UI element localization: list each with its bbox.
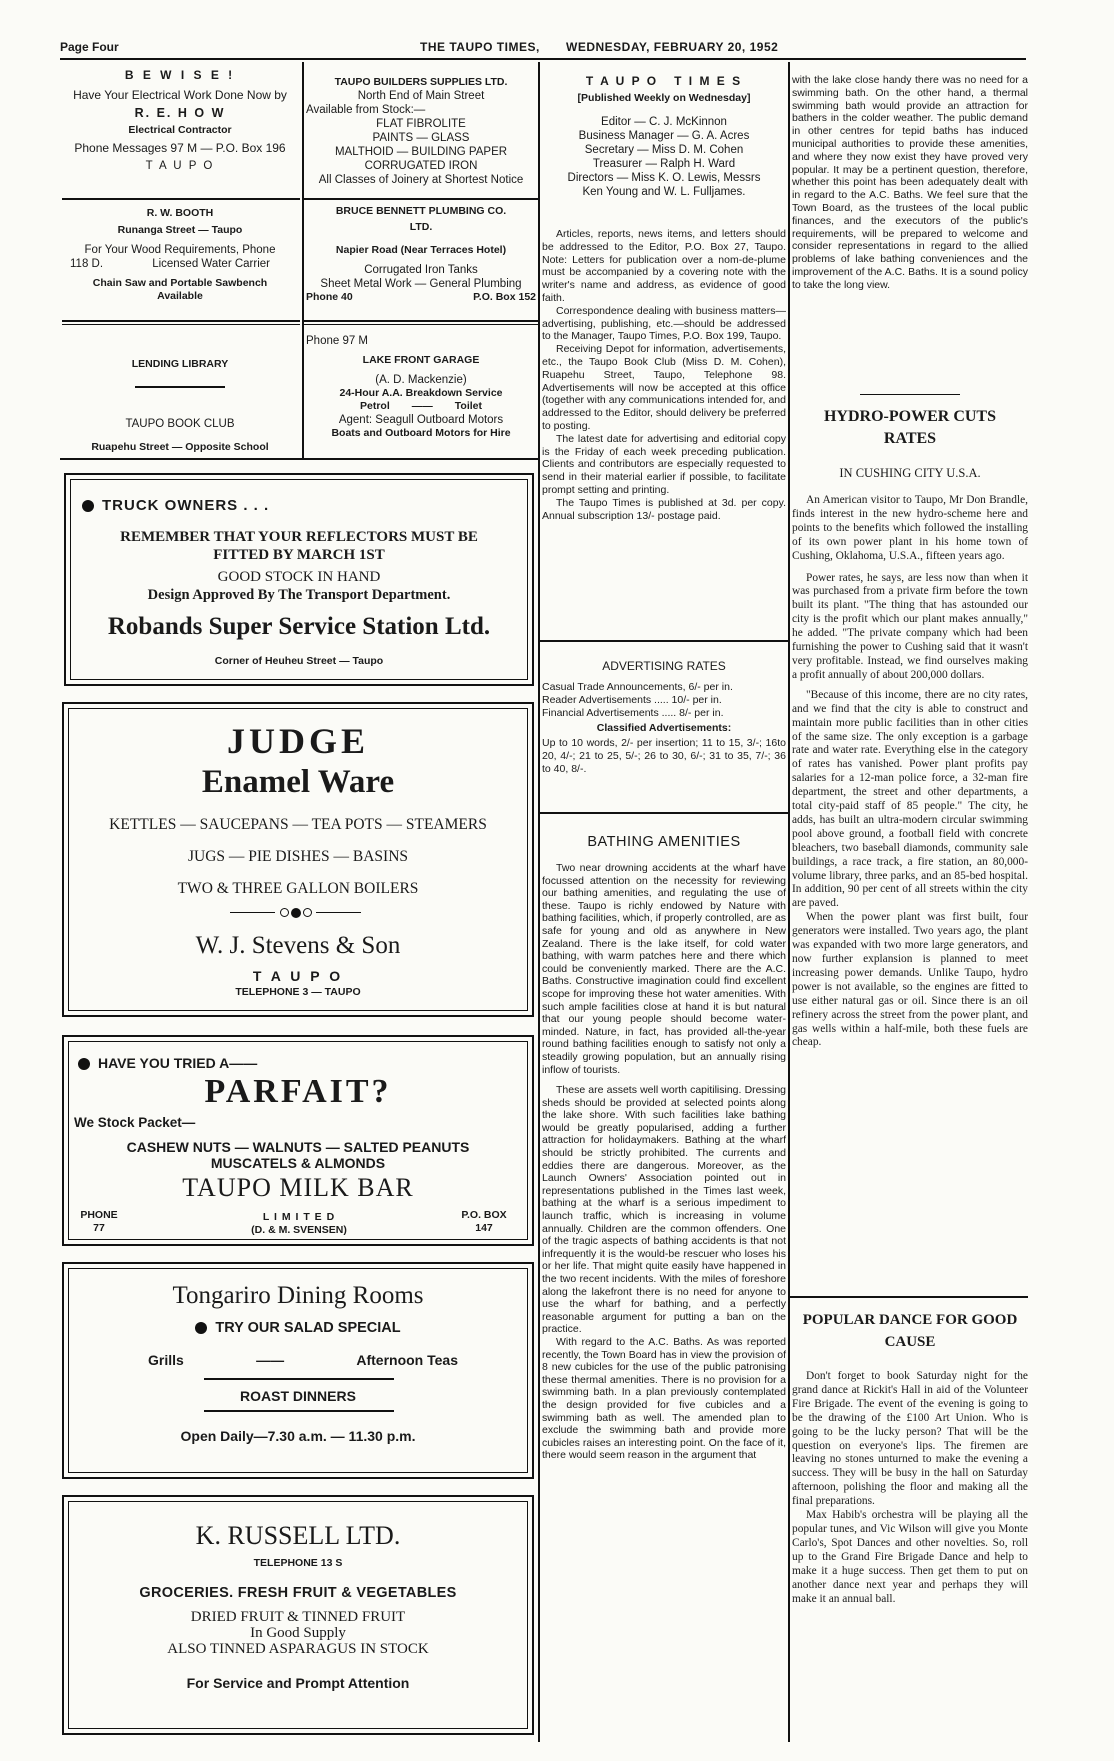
ad-bewise-phone: Phone Messages 97 M — P.O. Box 196 <box>74 141 286 155</box>
ad-builders-line4: PAINTS — GLASS <box>372 132 470 144</box>
hydro-para-2: Power rates, he says, are less now than when it was purchased from a private firm before the town built its plant. "The thing that has astounded our city is the profit which our plant makes annually," he added. "The private company which had been furnishing the power to Cushing said that it wasn't very profitable. Instead, we find ourselves making a profit annually of about 200,000 dollars. <box>792 571 1028 681</box>
staff-treasurer: Treasurer — Ralph H. Ward <box>592 158 736 170</box>
col2-rule-3 <box>304 324 538 325</box>
staff-secretary: Secretary — Miss D. M. Cohen <box>584 144 744 156</box>
rates-classified-text: Up to 10 words, 2/- per insertion; 11 to 15, 3/-; 16to 20, 4/-; 21 to 25, 5/-; 26 to 30, 6/-; 31 to 35, 7/-; 36 to 40, 8/-. <box>542 737 786 775</box>
ad-plumbing-line2: Sheet Metal Work — General Plumbing <box>320 278 522 290</box>
ad-truck-line4: Design Approved By The Transport Department. <box>147 587 451 603</box>
ad-judge-phone: TELEPHONE 3 — TAUPO <box>235 986 361 998</box>
ad-bewise <box>60 68 300 173</box>
ad-builders-line5: MALTHOID — BUILDING PAPER <box>334 146 508 158</box>
ad-booth-line4: Available <box>157 290 203 302</box>
ad-builders-line1: North End of Main Street <box>357 90 485 102</box>
dance-title-1: POPULAR DANCE FOR GOOD <box>802 1312 1018 1328</box>
ad-booth-name: R. W. BOOTH <box>146 207 214 219</box>
header-rule <box>60 58 1026 60</box>
ad-garage-phone: Phone 97 M <box>306 335 369 347</box>
ad-tongariro-line1-text: TRY OUR SALAD SPECIAL <box>215 1320 401 1336</box>
dance-para-2: Max Habib's orchestra will be playing all the popular tunes, and Vic Wilson will give you Monte Carlo's, Spot Dances and other novelties. So, roll up to the Grand Fire Brigade Dance and help to make it a huge success. Then get them to put on another dance next year and perhaps they will make it an annual ball. <box>792 1509 1028 1605</box>
ad-garage-line4: Boats and Outboard Motors for Hire <box>331 427 511 439</box>
ad-parfait-phone-label: PHONE <box>80 1209 118 1221</box>
ad-garage-toilet: Toilet <box>454 400 482 412</box>
ad-parfait-line4: MUSCATELS & ALMONDS <box>210 1155 386 1171</box>
ad-booth-street: Runanga Street — Taupo <box>117 224 243 236</box>
col2-rule-2 <box>304 320 538 322</box>
dance-title-2: CAUSE <box>884 1334 936 1350</box>
ad-judge-title1: JUDGE <box>226 721 369 761</box>
staff-manager: Business Manager — G. A. Acres <box>578 130 750 142</box>
bathing-para-1: Two near drowning accidents at the wharf have focussed attention on the necessity for reviewing our bathing amenities, and regulating the use of these. Taupo is richly endowed by Nature with bathing facilities, which, if properly controlled, are as safe for young and old as anywhere in New Zealand. There is the lake itself, for cold water bathing, with warm patches here and there which could be conveniently marked. There are the A.C. Baths. Constructive imagination could find excellent scope for improving these hot water amenities. With such ample facilities close at hand it is but natural that our young people should become water-minded. Nature, in fact, has provided all-the-year round bathing facilities enough to satisfy not only a steadily growing population, but an annually rising inflow of tourists. <box>542 862 786 1076</box>
ad-russell <box>62 1495 534 1735</box>
ad-garage-petrol: Petrol <box>360 400 390 412</box>
ad-parfait-ltd: L I M I T E D <box>262 1211 336 1223</box>
bullet-icon <box>195 1322 207 1334</box>
ad-library-club: TAUPO BOOK CLUB <box>125 418 235 430</box>
rates-title: ADVERTISING RATES <box>602 659 726 673</box>
col1-rule-3 <box>62 324 300 325</box>
ad-builders-line3: FLAT FIBROLITE <box>376 118 466 130</box>
ad-parfait-name: TAUPO MILK BAR <box>182 1173 414 1202</box>
hydro-article <box>792 494 1028 1050</box>
ad-judge-town: T A U P O <box>252 968 344 984</box>
hydro-title-2: RATES <box>883 430 937 447</box>
ad-russell-line5: For Service and Prompt Attention <box>186 1675 410 1691</box>
ad-parfait-owners: (D. & M. SVENSEN) <box>251 1224 347 1236</box>
ad-russell-line2: DRIED FRUIT & TINNED FRUIT <box>190 1609 406 1625</box>
masthead-title: THE TAUPO TIMES, <box>420 40 540 54</box>
col4-rule-1 <box>860 394 960 395</box>
rates-reader: Reader Advertisements ..... 10/- per in. <box>542 694 722 706</box>
ornament-dot-icon <box>291 908 301 918</box>
ad-truck <box>64 473 534 686</box>
ad-tongariro-line4: Open Daily—7.30 a.m. — 11.30 p.m. <box>180 1428 416 1444</box>
ad-builders-line2: Available from Stock:— <box>306 104 426 116</box>
ad-russell-line4: ALSO TINNED ASPARAGUS IN STOCK <box>167 1641 429 1657</box>
rates-financial: Financial Advertisements ..... 8/- per in. <box>542 707 724 719</box>
ad-builders <box>304 76 538 187</box>
ornament-dot-icon <box>303 908 312 917</box>
ad-library <box>60 358 300 454</box>
times-staff <box>542 115 786 199</box>
ad-garage-line1: 24-Hour A.A. Breakdown Service <box>339 387 503 399</box>
ad-parfait-line1-text: HAVE YOU TRIED A—— <box>98 1055 258 1071</box>
col1-rule-1 <box>62 198 300 200</box>
ad-judge-line2: JUGS — PIE DISHES — BASINS <box>187 848 409 865</box>
ad-truck-title <box>82 497 269 514</box>
ad-garage-dash: —— <box>411 400 433 412</box>
column-divider-3 <box>788 62 790 1742</box>
rates-casual: Casual Trade Announcements, 6/- per in. <box>542 681 733 693</box>
bathing-article <box>542 862 786 1462</box>
ad-library-title: LENDING LIBRARY <box>131 358 229 370</box>
ad-russell-name: K. RUSSELL LTD. <box>195 1521 401 1550</box>
rates-classified: Classified Advertisements: <box>596 722 732 734</box>
ad-booth-line1: For Your Wood Requirements, Phone <box>84 244 276 256</box>
ad-truck-address: Corner of Heuheu Street — Taupo <box>214 655 384 667</box>
bathing-para-3: With regard to the A.C. Baths. As was reported recently, the Town Board has in view the provision of 8 new cubicles for the use of the public patronising these thermal amenities. There is no provision for a swimming bath. In a plan previously contemplated the design provided for five cubicles and a swimming bath as well. The amended plan to exclude the swimming bath and provide more cubicles raises an interesting point. On the face of it, there would seem reason in the argument that <box>542 1335 786 1462</box>
col4-rule-2 <box>790 1296 1028 1298</box>
ad-garage-title: LAKE FRONT GARAGE <box>362 354 480 366</box>
ad-bewise-name: R. E. H O W <box>134 106 226 120</box>
notice-depot: Receiving Depot for information, advertisements, etc., the Taupo Book Club (Miss D. M. Cohen), Ruapehu Street, Taupo, Telephone 98. Advertisements will now be accepted at this office (together with any communications intended for, and addressed to the Editor, should delivery be preferred to posting. <box>542 343 786 432</box>
notice-price: The Taupo Times is published at 3d. per copy. Annual subscription 13/- postage paid. <box>542 496 786 522</box>
col3-rule-2 <box>540 812 788 814</box>
ad-tongariro-rule-2 <box>204 1410 394 1412</box>
notice-deadline: The latest date for advertising and editorial copy is the Friday of each week preceding publication. Clients and contributors are especially requested to send in their material earlier if possible, to facilitate prompt setting and printing. <box>542 432 786 496</box>
ornament-line-left <box>230 912 275 913</box>
ad-bewise-role: Electrical Contractor <box>128 124 232 136</box>
ad-tongariro-line2 <box>148 1352 458 1368</box>
ad-builders-title: TAUPO BUILDERS SUPPLIES LTD. <box>334 76 508 88</box>
ad-tongariro-title: Tongariro Dining Rooms <box>172 1282 424 1309</box>
ad-tongariro-line1 <box>64 1320 532 1336</box>
staff-directors: Directors — Miss K. O. Lewis, Messrs <box>567 172 761 184</box>
ad-judge-title2: Enamel Ware <box>201 764 395 800</box>
ad-garage-line3: Agent: Seagull Outboard Motors <box>338 414 504 426</box>
ad-plumbing-address: Napier Road (Near Terraces Hotel) <box>335 244 507 256</box>
ad-truck-line2: FITTED BY MARCH 1ST <box>213 547 385 563</box>
ad-booth-phone: 118 D. <box>70 258 104 270</box>
ad-library-divider <box>135 386 225 388</box>
ad-builders-line6: CORRUGATED IRON <box>364 160 478 172</box>
ad-judge-line1: KETTLES — SAUCEPANS — TEA POTS — STEAMERS <box>109 816 487 833</box>
staff-editor: Editor — C. J. McKinnon <box>601 116 727 128</box>
ad-truck-name: Robands Super Service Station Ltd. <box>107 613 491 640</box>
ad-truck-title-text: TRUCK OWNERS . . . <box>102 497 270 514</box>
bullet-icon <box>82 500 94 512</box>
notice-correspondence: Correspondence dealing with business matters—advertising, publishing, etc.—should be addressed to the Manager, Taupo Times, P.O. Box 199, Taupo. <box>542 304 786 343</box>
ad-booth-line3: Chain Saw and Portable Sawbench <box>92 277 268 289</box>
ad-truck-line3: GOOD STOCK IN HAND <box>217 569 381 585</box>
ad-judge-ornament <box>230 906 360 920</box>
hydro-para-3: "Because of this income, there are no city rates, and we find that the city is able to construct and maintain more public facilities than in other cities of the same size. The only exception is a garbage rate and water rate. Everything else in the category of rates has vanished. Power plant profits pay salaries for a 12-man police force, a 32-man fire department, the street and other departments, a total city-paid staff of 85 people." The city, he adds, has built an ultra-modern circular swimming pool above ground, a football field with concrete bleachers, two baseball diamonds, community sale buildings, a race track, a fire station, an 80,000-volume library, three parks, and an 85-bed hospital. In addition, 90 per cent of all streets within the city are paved. <box>792 688 1028 910</box>
ad-plumbing-title: BRUCE BENNETT PLUMBING CO. <box>335 205 507 217</box>
staff-directors-cont: Ken Young and W. L. Fulljames. <box>582 186 746 198</box>
dance-article <box>792 1370 1028 1606</box>
ad-parfait-phone: 77 <box>93 1222 105 1234</box>
col2-rule-1 <box>304 198 538 200</box>
ad-booth-carrier: Licensed Water Carrier <box>152 258 270 270</box>
ad-bewise-town: T A U P O <box>145 160 215 172</box>
ad-plumbing-contact <box>304 291 538 304</box>
column-divider-2 <box>538 62 540 1742</box>
ad-parfait-phone-block <box>74 1209 124 1235</box>
ad-booth-line2 <box>60 257 300 271</box>
ad-tongariro-grills: Grills <box>148 1352 184 1368</box>
times-masthead <box>542 74 786 199</box>
ad-tongariro-rule-1 <box>204 1378 394 1380</box>
ad-bewise-line: Have Your Electrical Work Done Now by <box>73 88 287 102</box>
ad-plumbing-phone: Phone 40 <box>306 291 353 303</box>
col1-rule-2 <box>62 320 300 322</box>
hydro-para-1: An American visitor to Taupo, Mr Don Brandle, finds interest in the new hydro-scheme here and points to the benefits which followed the installing of its own power plant in his home town of Cushing, Oklahoma, U.S.A., fifteen years ago. <box>792 494 1028 562</box>
ad-plumbing-box: P.O. Box 152 <box>473 291 536 303</box>
ad-tongariro-line3: ROAST DINNERS <box>240 1388 356 1404</box>
dance-para-1: Don't forget to book Saturday night for the grand dance at Rickit's Hall in aid of the Volunteer Fire Brigade. The event of the evening is going to be the drawing of the £100 Art Union. Who is going to be the lucky person? That will be the question on everyone's lips. The firemen are leaving no stones unturned to make the evening a success. They will be busy in the hall on Saturday afternoon, polishing the floor and making all the final preparations. <box>792 1370 1028 1508</box>
ad-garage-owner: (A. D. Mackenzie) <box>375 374 467 386</box>
ad-russell-line1: GROCERIES. FRESH FRUIT & VEGETABLES <box>139 1585 457 1601</box>
ornament-dot-icon <box>280 908 289 917</box>
ad-parfait-line2: We Stock Packet— <box>74 1115 196 1130</box>
ad-plumbing-line1: Corrugated Iron Tanks <box>364 264 478 276</box>
hydro-para-4: When the power plant was first built, four generators were installed. Two years ago, the plant was expanded with two more large generators, and now further explansion is planned to meet increasing power demands. Unlike Taupo, hydro power is not available, so the engines are fitted to use either natural gas or oil. Since there is an oil refinery across the street from the power plant, and gas wells within a half-mile, both these fuels are cheap. <box>792 911 1028 1049</box>
ornament-line-right <box>316 912 361 913</box>
ad-russell-phone: TELEPHONE 13 S <box>253 1557 343 1569</box>
bathing-article-continued: with the lake close handy there was no need for a swimming bath. On the other hand, a thermal swimming bath would provide an attraction for bathers in the colder weather. The public demand in other centres for tepid baths has induced municipal authorities to provide these amenities, and where they now exist they have proved very popular. It may be a pertinent question, therefore, whether this point has been adequately dealt with in regard to the A.C. Baths. We feel sure that the Town Board, as the trustees of the local public finances, and the executors of the public's requirements, will be prepared to welcome and consider representations in regard to the allied problems of lake bathing conveniences and the improvement of the A.C. Baths. It is a sound policy to take the long view. <box>792 74 1028 291</box>
top-section-rule <box>60 458 538 460</box>
ad-judge <box>62 702 534 1017</box>
ad-tongariro-teas: Afternoon Teas <box>356 1352 458 1368</box>
col3-rule-1 <box>540 640 788 642</box>
ad-parfait-box: 147 <box>475 1222 493 1234</box>
bullet-icon <box>78 1058 90 1070</box>
ad-booth <box>60 207 300 303</box>
times-masthead-title: T A U P O T I M E S <box>585 74 743 88</box>
hydro-subtitle: IN CUSHING CITY U.S.A. <box>839 466 981 480</box>
ad-garage-line2 <box>304 400 538 413</box>
ad-judge-line3: TWO & THREE GALLON BOILERS <box>177 880 419 897</box>
ad-plumbing <box>304 205 538 304</box>
ad-tongariro <box>62 1262 534 1479</box>
bathing-para-2: These are assets well worth capitilising. Dressing sheds should be provided at selected points along the lake shore. With such facilities lake bathing would be greatly popularised, adding a further attraction for holidaymakers. Bathing at the wharf should be strictly prohibited. The currents and eddies there are dangerous. Moreover, as the Launch Owners' Association pointed out in representations published in the Times last week, bathing at the wharf is a serious impediment to launch traffic, which is increasing in volume annually. Children are the common offenders. One of the tragic aspects of bathing accidents is that not infrequently it is the would-be rescuer who loses his or her life. That might quite easily have happened in the two recent incidents. With the miles of foreshore along the lakefront there is no need for anyone to use the wharf for bathing, and a perfectly reasonable argument for putting a ban on the practice. <box>542 1084 786 1336</box>
ad-parfait-line1 <box>78 1055 257 1071</box>
ad-bewise-title: B E W I S E ! <box>124 68 236 82</box>
ad-tongariro-dash: —— <box>256 1352 285 1368</box>
ad-parfait-ltd-block <box>184 1211 414 1237</box>
advertising-rates <box>542 660 786 776</box>
hydro-title-1: HYDRO-POWER CUTS <box>823 408 996 425</box>
ad-truck-line1: REMEMBER THAT YOUR REFLECTORS MUST BE <box>120 529 478 545</box>
times-notices <box>542 228 786 522</box>
times-masthead-sub: [Published Weekly on Wednesday] <box>577 92 751 104</box>
ad-parfait-box-block <box>449 1209 519 1235</box>
ad-garage <box>304 334 538 440</box>
ad-library-address: Ruapehu Street — Opposite School <box>91 441 269 453</box>
ad-parfait-line3: CASHEW NUTS — WALNUTS — SALTED PEANUTS <box>126 1139 470 1155</box>
page-number: Page Four <box>60 40 119 54</box>
ad-parfait <box>62 1035 534 1246</box>
notice-articles: Articles, reports, news items, and letters should be addressed to the Editor, P.O. Box 27, Taupo. Note: Letters for publication over a nom-de-plume must be accompanied by a covering note with the writer's name and address, as evidence of good faith. <box>542 228 786 304</box>
ad-builders-line7: All Classes of Joinery at Shortest Notice <box>318 174 524 186</box>
ad-plumbing-ltd: LTD. <box>409 221 433 233</box>
bathing-title: BATHING AMENITIES <box>587 834 741 850</box>
ad-parfait-box-label: P.O. BOX <box>461 1209 507 1221</box>
issue-date: WEDNESDAY, FEBRUARY 20, 1952 <box>566 40 779 54</box>
ad-russell-line3: In Good Supply <box>250 1625 346 1641</box>
ad-parfait-title: PARFAIT? <box>204 1073 392 1110</box>
ad-judge-name: W. J. Stevens & Son <box>195 932 401 959</box>
